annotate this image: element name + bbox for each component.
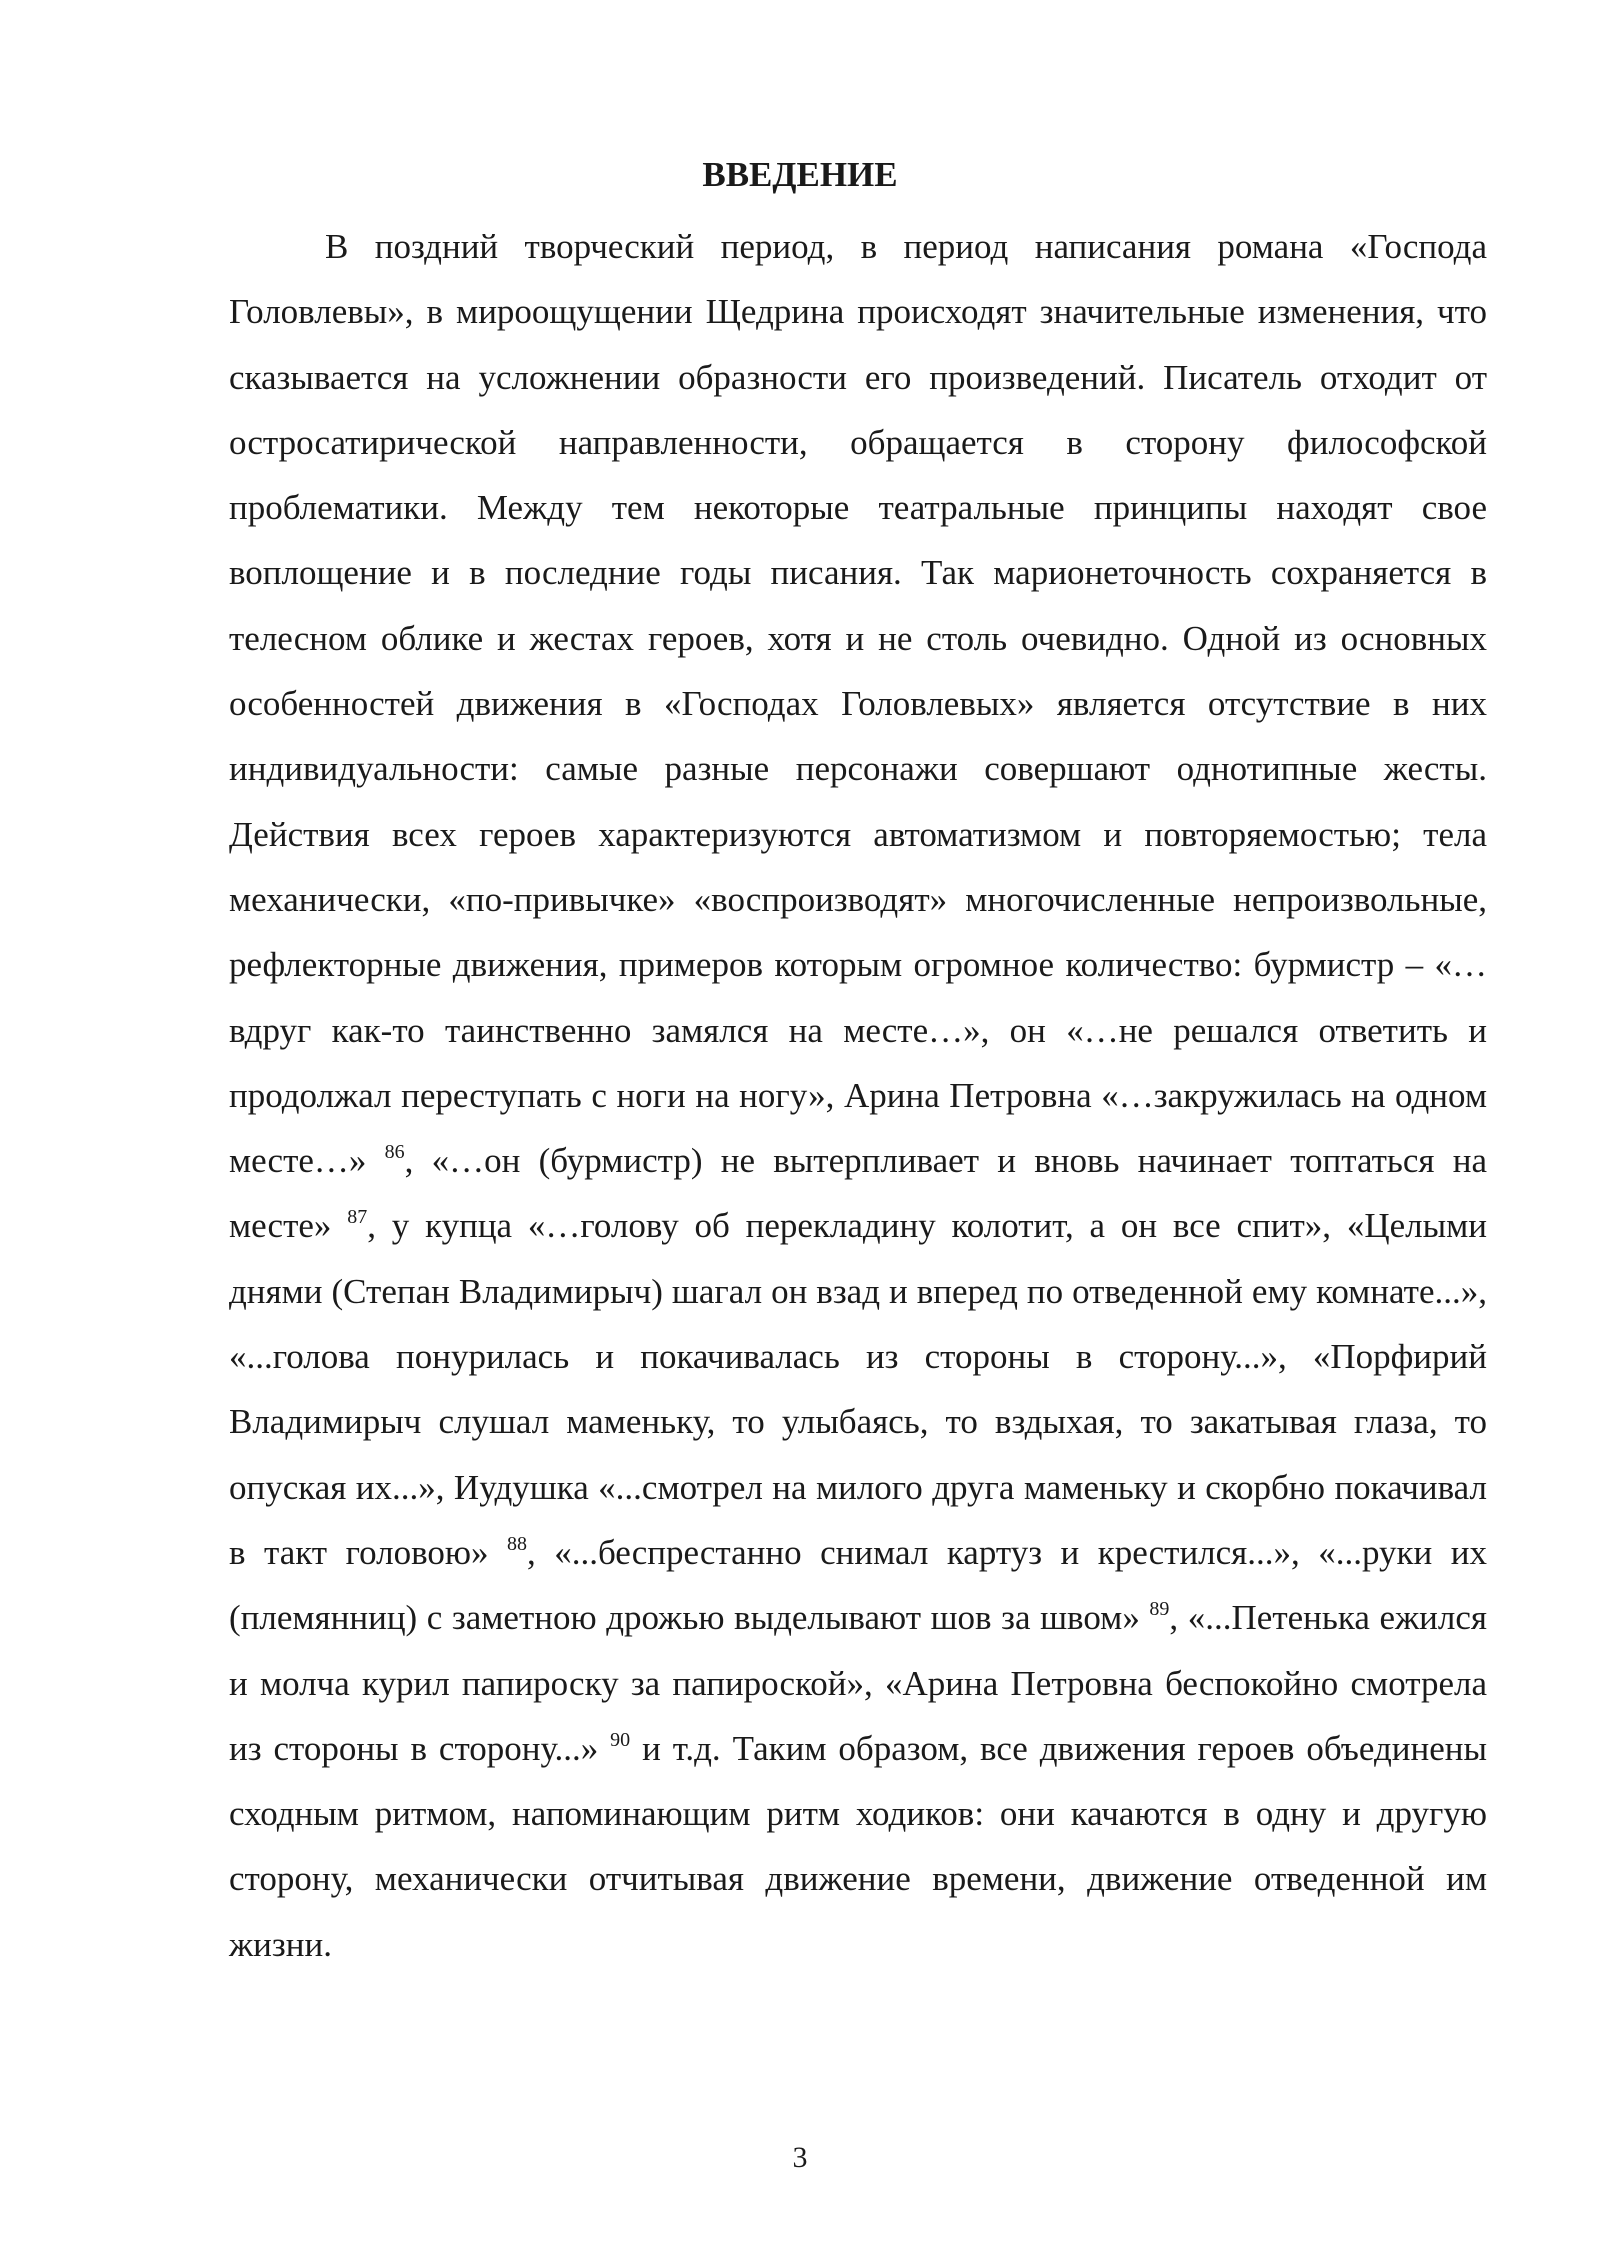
text-segment: , у купца «…голову об перекладину колотит, а он все спит», «Целыми днями (Степан Владимирыч) шагал он взад и вперед по отведенной ему комнате...», «...голова понурилась и покачивалась из стороны в сторону...», «Порфирий Владимирыч слушал маменьку, то улыбаясь, то вздыхая, то закатывая глаза, то опуская их...», Иудушка «...смотрел на милого друга маменьку и скорбно покачивал в такт головою»	[229, 1206, 1487, 1572]
text-segment: , «…он (бурмистр) не вытерпливает и вновь начинает топтаться на месте»	[229, 1141, 1488, 1246]
footnote-ref[interactable]: 87	[347, 1206, 368, 1229]
page-number: 3	[792, 2141, 808, 2174]
footnote-ref[interactable]: 89	[1149, 1598, 1170, 1621]
footnote-ref[interactable]: 88	[506, 1532, 527, 1555]
page-title: ВВЕДЕНИЕ	[702, 155, 898, 194]
body-paragraph	[229, 214, 1487, 1977]
footnote-ref[interactable]: 90	[610, 1728, 631, 1751]
text-segment: , «...беспрестанно снимал картуз и крестился...», «...руки их (племянниц) с заметною дрожью выделывают шов за швом»	[229, 1532, 1487, 1638]
text-segment: В поздний творческий период, в период написания романа «Господа Головлевы», в мироощущении Щедрина происходят значительные изменения, что сказывается на усложнении образности его произведений. Писатель отходит от остросатирической направленности, обращается в сторону философской проблематики. Между тем некоторые театральные принципы находят свое воплощение и в последние годы писания. Так марионеточность сохраняется в телесном облике и жестах героев, хотя и не столь очевидно. Одной из основных особенностей движения в «Господах Головлевых» является отсутствие в них индивидуальности: самые разные персонажи совершают однотипные жесты. Действия всех героев характеризуются автоматизмом и повторяемостью; тела механически, «по-привычке» «воспроизводят» многочисленные непроизвольные, рефлекторные движения, примеров которым огромное количество: бурмистр – «…вдруг как-то таинственно замялся на месте…», он «…не решался ответить и продолжал переступать с ноги на ногу», Арина Петровна «…закружилась на одном месте…»	[229, 227, 1487, 1181]
footnote-ref[interactable]: 86	[384, 1141, 405, 1164]
text-segment: и т.д. Таким образом, все движения героев объединены сходным ритмом, напоминающим ритм ходиков: они качаются в одну и другую сторону, механически отчитывая движение времени, движение отведенной им жизни.	[229, 1728, 1488, 1964]
text-segment: , «...Петенька ежился и молча курил папироску за папироской», «Арина Петровна беспокойно смотрела из стороны в сторону...»	[229, 1598, 1487, 1768]
